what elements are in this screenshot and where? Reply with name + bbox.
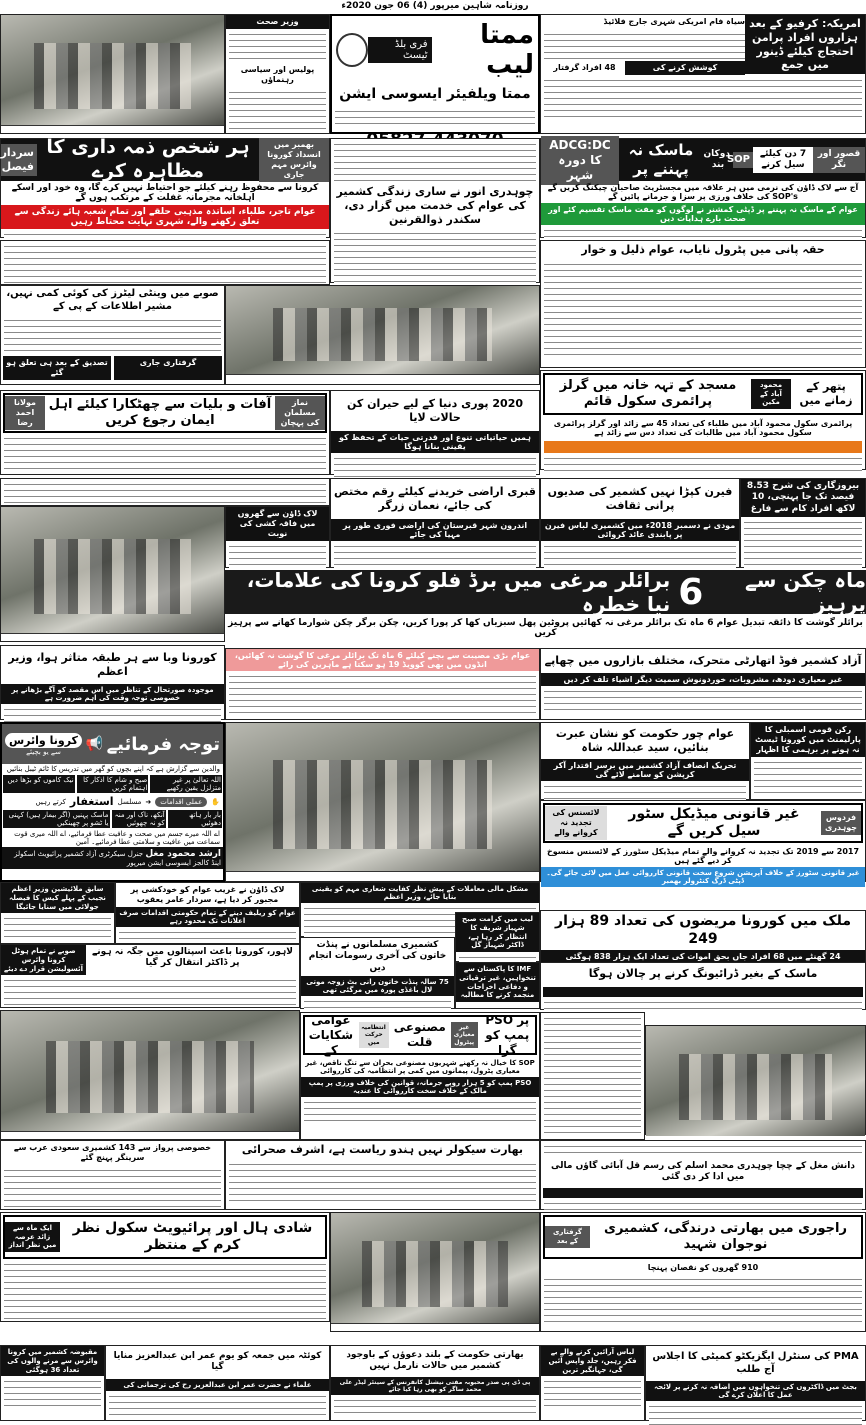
meeting-photo	[0, 1010, 300, 1140]
virus-label: کرونا وائرس	[5, 733, 82, 748]
headline: لباس آرائیں کرنے والے بے فکر رہیں، جلد واپس آئیں گی، جہانگیر ترین	[541, 1346, 644, 1376]
notice-box: ماسک پہنیں (اگر بیمار ہیں) کہنی یا ٹشو پر چھینکیں	[3, 810, 110, 828]
broiler-story	[225, 570, 866, 648]
headline: سابق ملائیشین وزیر اعظم نجیب کے پہلے کیس کا فیصلہ جولائی میں سنایا جائیگا	[1, 883, 114, 913]
article-body-text	[544, 1378, 641, 1408]
headline: گرفتاری جاری	[114, 356, 222, 380]
highlight-bar: 24 گھنٹے میں 68 افراد جاں بحق اموات کی تعداد ایک ہزار 838 ہوگئی	[541, 950, 865, 963]
lab-logo-icon	[336, 33, 368, 67]
headline: بیروزگاری کی شرح 8.53 فیصد تک جا پہنچی، 10 لاکھ افراد کام سے فارغ	[741, 479, 865, 517]
highlight-bar: غیر معیاری دودھ، مشروبات، خوردونوش سمیت دیگر اشیاء تلف کر دیں	[541, 673, 865, 686]
subheadline: 2017 سے 2019 تک تجدید نہ کروانے والے تمام میڈیکل سٹورز کے لائسنس منسوخ کر دیے گئے ہیں	[546, 847, 860, 865]
tag: گرفتاری کے بعد	[545, 1226, 590, 1248]
photo-caption	[226, 871, 539, 874]
article-body-text	[4, 915, 111, 937]
headline: برائلر مرغی میں برڈ فلو کرونا کی علامات، نیا خطرہ	[246, 568, 671, 616]
petrol-story	[540, 240, 866, 368]
left-news-strip	[0, 478, 330, 506]
imf-story	[455, 962, 540, 1009]
headline: حقہ پانی میں پٹرول نایاب، عوام ذلیل و خوار	[581, 243, 825, 256]
headline: غیر قانونی میڈیکل سٹور سیل کریں گے	[628, 805, 800, 839]
highlight-bar: PSO پمپ کو 5 ہزار روپے جرمانہ، قوانین کی خلاف ورزی پر پمپ مالک کے خلاف سخت کارروائی کا عندیہ	[301, 1077, 539, 1097]
news-photo	[1, 15, 224, 125]
photo-caption	[331, 1323, 539, 1326]
tag: انتظامیہ حرکت میں	[359, 1022, 389, 1049]
headline: خصوصی پرواز سے 143 کشمیری سعودی عرب سے سرینگر پہنچ گئے	[13, 1143, 212, 1162]
corona-cases-story	[540, 910, 866, 962]
photo-caption	[1, 633, 224, 636]
year-2020-story	[330, 390, 540, 475]
notice-line: والدین سے گزارش ہے کہ اپنے بچوں کو گھر میں تدریس کا ٹائم ٹیبل بنائیں	[6, 765, 220, 773]
headline: چوہدری انور نے ساری زندگی کشمیر کی عوام کی خدمت میں گزار دی، سکندر ذوالقرنین	[336, 185, 534, 226]
article-body-text	[544, 688, 862, 712]
article-body-text	[109, 1393, 326, 1417]
article-body-text	[335, 108, 535, 128]
mna-story	[750, 722, 866, 800]
notice-emphasis: استغفار	[69, 795, 114, 808]
notice-word: مسلسل	[117, 797, 142, 806]
news-photo	[646, 1026, 865, 1136]
kashmir-situation-story	[330, 1345, 540, 1421]
headline: کوشش کرنے کی	[625, 61, 745, 75]
arrow-icon: ➜	[145, 797, 152, 806]
najib-story	[0, 882, 115, 944]
headline: امریکہ: کرفیو کے بعد ہزاروں افراد پرامن احتجاج کیلئے ڈینور میں جمع	[745, 15, 865, 74]
side-tag: بھمبر میں انسداد کورونا وائرس مہم جاری	[259, 138, 329, 182]
notice-box: بار بار ہاتھ دھوئیں	[168, 810, 222, 828]
notice-word: کرتے رہیں	[35, 797, 66, 806]
tareen-story	[540, 1345, 645, 1421]
center-news	[330, 138, 540, 283]
article-body-text	[4, 481, 326, 503]
lead-story-left	[0, 138, 330, 238]
highlight-bar: پی ڈی پی صدر محبوبہ مفتی نیشنل کانفرنس کے سینئر لیڈر علی محمد ساگر کو بھی رہا کیا جائے	[331, 1377, 539, 1395]
headline-part: ماہ چکن سے پرہیز	[745, 568, 866, 616]
headline: بھارت سیکولر نہیں ہندو ریاست ہے، اشرف صحرائی	[241, 1143, 524, 1156]
headline: PMA کی سنٹرل ایگزیکٹو کمیٹی کا اجلاس آج طلب	[652, 1351, 859, 1375]
pso-story	[300, 1012, 540, 1140]
side-tag: قصور اور نگر	[813, 147, 865, 174]
headline: ہر شخص ذمہ داری کا مظاہرہ کرے	[46, 136, 250, 182]
headline: ماسک نہ پہننے پر	[628, 141, 694, 178]
lahore-doctor-story	[0, 944, 300, 1008]
highlight-bar: عوام بڑی مصیبت سے بچنے کیلئے 6 ماہ تک برائلر مرغی کا گوشت نہ کھائیں، انڈوں میں بھی کوویڈ 19 ہو سکتا ہے ماہرین کی رائے	[226, 649, 539, 671]
headline: 2020 پوری دنیا کے لیے حیران کن حالات لایا	[346, 397, 524, 424]
graveyard-story	[330, 478, 540, 568]
article-body-text	[229, 673, 536, 713]
notice-box: صبح و شام کا اذکار کا اہتمام کریں	[77, 775, 149, 793]
top-left-photo	[0, 14, 225, 134]
article-body-text	[229, 89, 326, 129]
headline: آفات و بلیات سے چھٹکارا کیلئے اہل ایمان رجوع کریں	[48, 396, 272, 428]
quetta-story	[105, 1345, 330, 1421]
article-body-text	[304, 1099, 536, 1123]
sponsor-role: جنرل سیکرٹری آزاد کشمیر پرائیویٹ اسکولز اینڈ کالجز ایسوسی ایشن میرپور	[14, 850, 221, 867]
bridge-photo	[225, 722, 540, 882]
headline-part: پر PSO پمپ کو گرا	[485, 1012, 530, 1057]
notice-box: نیک کاموں کو بڑھا دیں	[3, 775, 75, 793]
headline: IMF کا پاکستان سے تنخواہیں، غیر ترقیاتی و دفاعی اخراجات منجمد کرنے کا مطالبہ	[456, 963, 539, 1002]
article-body-text	[334, 455, 536, 479]
article-body-text	[754, 759, 862, 793]
headline: ماسک کے بغیر ڈرائیونگ کرنے پر چالان ہوگا	[588, 967, 818, 980]
highlight-bar: عوام کے ماسک نہ پہننے پر ڈپٹی کمشنر نے لوگوں کو مفت ماسک تقسیم کئے اور صحت بارے ہدایات دیں	[541, 203, 865, 225]
subheadline: کرونا سے محفوظ رہنے کیلئے جو احتیاط نہیں کرے گا، وہ خود اور اسکے اہلخانہ مجرمانہ غفلت کے مرتکب ہوں گے	[11, 183, 319, 203]
headline: رکن قومی اسمبلی کا پارلیمنٹ میں کورونا ٹیسٹ نہ ہونے پر برہمی کا اظہار	[751, 723, 865, 757]
gill-story	[455, 912, 540, 962]
highlight-bar: موجودہ صورتحال کے تناظر میں اس مقصد کو آگے بڑھانے پر خصوصی توجہ وقت کی اہم ضرورت ہے	[1, 684, 224, 704]
headline: تصدیق کے بعد ہی تعلق ہو گئے	[3, 356, 111, 380]
tag: دوکان بند	[703, 148, 730, 170]
highlight-bar: اندرون شہر قبرستان کی اراضی فوری طور پر مہیا کی جائے	[331, 519, 539, 541]
action-pill: عملی اقدامات	[155, 797, 207, 807]
headline: صوبے نے تمام ہوٹل کرونا وائرس آئسولیشن قرار دے دیئے	[1, 945, 86, 975]
headline: 48 افراد گرفتار	[553, 63, 616, 72]
headline: پتھر کے زمانے میں	[799, 380, 853, 407]
hand-icon: ✋	[211, 797, 220, 806]
tag: محمود آباد کے مکین	[751, 379, 791, 409]
article-body-text	[544, 261, 862, 356]
article-body-text	[544, 455, 862, 475]
pheran-story	[540, 478, 740, 568]
photo-caption	[1, 1131, 299, 1134]
article-body-text	[544, 1143, 862, 1157]
avoid-label: سے یو بچیئے	[26, 747, 61, 756]
headline: لاک ڈاؤن سے گھروں میں فاقہ کشی کی نوبت	[226, 507, 329, 541]
shadi-hall-story	[0, 1212, 330, 1322]
highlight-bar: غیر قانونی سٹورز کے خلاف آپریشن شروع سخت قانونی کارروائی عمل میں لائی جائے گی۔ ڈپٹی ڈرگ کنٹرولر بھمبر	[541, 867, 865, 887]
article-body-text	[4, 435, 326, 471]
side-tag: لائسنس کی تجدید نہ کروانے والے	[545, 806, 607, 840]
top-mid-news	[225, 14, 330, 134]
headline: کشمیری مسلمانوں نے پنڈت خاتون کی آخری رسومات انجام دیں	[308, 940, 447, 973]
broiler-body	[225, 648, 540, 720]
subheadline: سیاہ فام امریکی شہری جارج فلائیڈ	[603, 17, 745, 26]
mask-driving-story	[540, 962, 866, 1010]
school-story	[540, 370, 866, 470]
headline-part: مصنوعی قلت	[393, 1020, 446, 1049]
subheadline: SOP کا خیال نہ رکھنے شہریوں مصنوعی بحران سے تنگ ناقص، غیر معیاری پٹرول، پیمانوں میں کمی پر انتظامیہ کی کارروائی	[305, 1059, 535, 1075]
lab-title: ممتا لیب	[480, 20, 534, 80]
ventilator-story	[0, 285, 225, 385]
sop-tag: SOP	[733, 152, 753, 169]
highlight-bar: مشکل مالی معاملات کے پیش نظر کفایت شعاری مہم کو یقینی بنایا جائے، وزیر اعظم	[301, 883, 539, 903]
article-body-text	[649, 1403, 862, 1425]
lab-badge: فری بلڈ ٹیسٹ	[368, 37, 432, 63]
highlight-bar: بجٹ میں ڈاکٹروں کی تنخواہوں میں اضافہ نہ کرنے پر لائحہ عمل کا اعلان کرے گی	[646, 1381, 865, 1401]
photo-caption	[1, 125, 224, 128]
article-body-text	[4, 1167, 221, 1207]
pandit-story	[300, 937, 455, 1009]
news-photo	[226, 286, 539, 374]
headline: آزاد کشمیر فوڈ اتھارٹی متحرک، مختلف بازاروں میں چھاپے	[544, 654, 862, 667]
article-body-text	[334, 230, 536, 290]
pma-story	[645, 1345, 866, 1421]
headline: پولیس اور سیاسی رہنماؤں	[240, 65, 315, 84]
megaphone-icon: 📢	[85, 736, 103, 752]
lead-story-right	[540, 138, 866, 238]
headline: قبری اراضی خریدنے کیلئے رقم مختص کی جائے، نعمان زرگر	[334, 485, 536, 512]
side-tag: نماز مسلمان کی پہچان	[275, 396, 325, 430]
pm-story	[0, 645, 225, 720]
headline: ملک میں کورونا مریضوں کی تعداد 89 ہزار 249	[555, 913, 851, 947]
headline: لاک ڈاؤن نے غریب عوام کو خودکشی پر مجبور کر دیا ہے، سردار عامر یعقوب	[130, 885, 285, 904]
headline: وزیر صحت	[226, 15, 329, 29]
headline: مسجد کے تہہ خانہ میں گرلز پرائمری سکول قائم	[559, 377, 737, 409]
news-photo	[1, 1011, 299, 1131]
corona-notice-advert	[0, 722, 225, 882]
notice-prayer: اے اللہ میرے جسم میں صحت و عافیت عطا فرمائیے، اے اللہ میری قوت سماعت میں عافیت و سلامتی عطا فرمائیے۔ آمین	[14, 830, 220, 846]
headline-number: 6	[678, 571, 704, 613]
subheadline: 910 گھروں کو نقصان پہنچا	[647, 1263, 759, 1272]
highlight-bar: تحریک انصاف آزاد کشمیر میں برسر اقتدار آکر کرپشن کو سامنے لائے گی	[541, 759, 749, 781]
lab-org: ممتا ویلفیئر ایسوسی ایشن	[339, 86, 531, 102]
lockdown-story	[225, 506, 330, 568]
article-body-text	[4, 317, 221, 352]
tag: 7 دن کیلئے سیل کرنے	[753, 147, 813, 174]
headline: راجوری میں بھارتی درندگی، کشمیری نوجوان شہید	[604, 1220, 847, 1252]
sahrai-story	[225, 1140, 540, 1210]
dateline: روزنامہ شاہین میرپور (4) 06 جون 2020ء	[341, 1, 529, 11]
ladies-photo	[645, 1025, 866, 1135]
headline: لاہور، کورونا باعث اسپتالوں میں جگہ نہ ہونے پر ڈاکٹر انتقال کر گیا	[92, 947, 293, 969]
article-body-text	[334, 141, 536, 181]
headline: فیرن کپڑا نہیں کشمیر کی صدیوں پرانی ثقافت	[547, 485, 733, 512]
article-body-text	[4, 1261, 326, 1319]
article-body-text	[544, 1276, 862, 1326]
subheadline: پرائمری سکول محمود آباد میں طلباء کی تعداد 45 سے زائد اور گرلز پرائمری سکول محمود آباد میں طالبات کی تعداد دس سے زائد ہے	[553, 419, 853, 437]
notice-title: توجہ فرمائیے	[106, 733, 220, 755]
side-tag: ADCG:DC کا دورہ شہر	[541, 136, 619, 185]
maulana-story	[0, 390, 330, 475]
article-body-text	[119, 929, 296, 943]
article-body-text	[334, 1397, 536, 1415]
article-body-text	[4, 243, 326, 283]
byline: سردار فیصل	[1, 144, 37, 176]
medical-store-story	[540, 800, 866, 885]
tag: غیر معیاری پیٹرول	[451, 1022, 478, 1049]
highlight-bar: مودی نے دسمبر 2018ء میں کشمیری لباس فیرن پر پابندی عائد کروائی	[541, 519, 739, 541]
article-body-text	[229, 31, 326, 61]
article-body-text	[744, 519, 862, 569]
headline: کوئٹہ میں جمعہ کو یوم عمر ابن عبدالعزیز منایا گیا	[113, 1351, 322, 1373]
top-right-news	[540, 14, 866, 134]
article-body-text	[544, 999, 862, 1011]
byline: فردوس چوہدری	[821, 811, 861, 835]
byline: مولانا احمد رضا	[5, 396, 45, 430]
news-photo	[226, 723, 539, 871]
rajouri-story	[540, 1212, 866, 1332]
headline: شادی ہال اور پرائیویٹ سکول نظر کرم کے منتظر	[72, 1219, 313, 1253]
headline: بھارتی حکومت کے بلند دعوؤں کے باوجود کشمیر میں حالات نارمل نہیں	[346, 1350, 524, 1372]
officials-photo	[330, 1212, 540, 1332]
article-body-text	[229, 1161, 536, 1201]
highlight-bar: عوام تاجر، طلباء، اساتذہ مذہبی حلقے اور تمام شعبہ ہائے زندگی سے تعلق رکھنے والے، شہری نہایت محتاط رہیں	[1, 205, 329, 229]
headline: دانش مغل کے چچا چوہدری محمد اسلم کی رسم قل آبائی گاؤں مالی میں ادا کر دی گئی	[551, 1161, 855, 1183]
highlight-bar: 75 سالہ پنڈت خاتون رانی بٹ زوجہ موتی لال باغڈی پورہ میں مرگئی تھی	[301, 976, 454, 996]
article-body-text	[544, 1015, 641, 1135]
left-col-news	[0, 240, 330, 285]
news-photo	[1, 507, 224, 633]
headline: لیب میں کرامت صبح شہباز شریف کا انتظار کر رہا ہے، ڈاکٹر شہباز گل	[456, 913, 539, 952]
highlight-bar: ہمیں حیاتیاتی تنوع اور قدرتی حیات کے تحفظ کو یقینی بنانا ہوگا	[331, 431, 539, 453]
small-column	[540, 1012, 645, 1140]
highlight-bar: علماء نے حضرت عمر ابن عبدالعزیز رح کی ترجمانی کی	[106, 1379, 329, 1391]
sponsor-name: ارشد محمود مغل	[145, 849, 221, 859]
subheadline: برائلر گوشت کا ذائقہ تبدیل عوام 6 ماہ تک برائلر مرغی نہ کھائیں پروٹین پھل سبزیاں کھا کر پورا کریں، چکن برگر چکن شوارما کھانے سے پرہیز کریں	[228, 618, 863, 638]
headline: صوبے میں وینٹی لیٹرز کی کوئی کمی نہیں، مشیر اطلاعات کے پی کے	[6, 288, 219, 312]
flight-story	[0, 1140, 225, 1210]
subheadline: آج سے لاک ڈاؤن کی نرمی میں ہر علاقہ میں مجسٹریٹ صاحبان چیکنگ کریں گے SOP's کی خلاف ورزی پر سزا و جرمانے پائیں گے	[547, 183, 859, 201]
headline: عوامی شکایات کے	[308, 1012, 354, 1057]
center-photo	[225, 285, 540, 385]
lab-advert	[330, 14, 540, 134]
article-body-text	[4, 1378, 101, 1408]
notice-box: آنکھ، ناک اور منہ کو نہ چھوئیں	[112, 810, 166, 828]
photo-caption	[226, 374, 539, 377]
office-photo	[0, 506, 225, 642]
danish-story	[540, 1140, 866, 1210]
headline: کورونا وبا سے ہر طبقہ متاثر ہوا، وزیر اعظم	[8, 651, 217, 678]
article-body-text	[4, 977, 296, 1007]
amir-yaqoob-story	[115, 882, 300, 944]
headline: مقبوضہ کشمیر میں کرونا وائرس سے مرنے والوں کی تعداد 36 ہوگئی	[1, 1346, 104, 1376]
tag: ایک ماہ سے زائد عرصہ میں نظر انداز	[5, 1222, 60, 1252]
article-body-text	[544, 77, 862, 117]
highlight-bar: عوام کو ریلیف دینے کے تمام حکومتی اقدامات صرف اعلانات تک محدود رہے	[116, 907, 299, 927]
abdullah-shah-story	[540, 722, 750, 800]
news-photo	[331, 1213, 539, 1323]
notice-box: اللہ تعالیٰ پر غیر متزلزل یقین رکھیے	[150, 775, 222, 793]
kashmir-deaths-story	[0, 1345, 105, 1421]
food-authority-story	[540, 648, 866, 720]
unemployment-story	[740, 478, 866, 568]
headline: عوام چور حکومت کو نشان عبرت بنائیں، سید عبداللہ شاہ	[555, 727, 735, 754]
